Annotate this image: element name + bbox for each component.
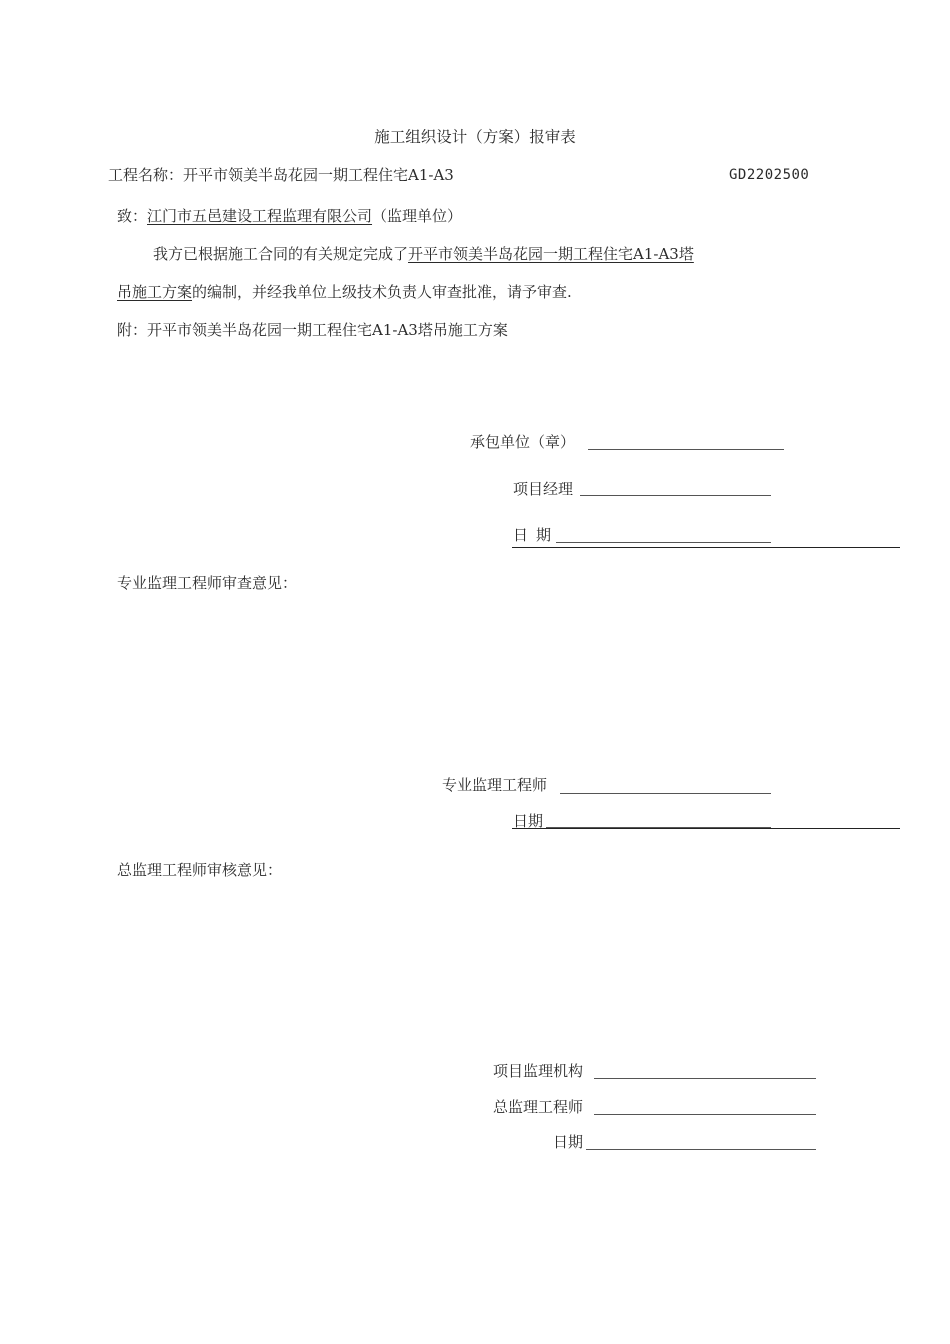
addressee-row	[117, 206, 462, 226]
statement-line-2	[117, 282, 572, 302]
contractor-date-label: 日期	[513, 526, 560, 544]
project-name-row	[108, 165, 454, 185]
contractor-date-line[interactable]	[556, 542, 771, 543]
attachment-line: 附：开平市领美半岛花园一期工程住宅A1-A3塔吊施工方案	[117, 321, 508, 339]
addressee-label: 致：	[117, 207, 148, 225]
specialist-date-label: 日期	[513, 812, 544, 830]
form-title: 施工组织设计（方案）报审表	[374, 128, 576, 146]
chief-engineer-label: 总监理工程师	[493, 1098, 584, 1116]
plan-name-part-1: 开平市领美半岛花园一期工程住宅A1-A3塔	[408, 245, 694, 263]
chief-date-label: 日期	[553, 1133, 584, 1151]
project-manager-label: 项目经理	[513, 480, 574, 498]
section-divider-2	[512, 828, 900, 829]
specialist-review-title: 专业监理工程师审查意见：	[117, 574, 298, 592]
statement-line-1	[153, 244, 694, 264]
chief-engineer-signature-line[interactable]	[594, 1114, 816, 1115]
plan-name-part-2: 吊施工方案	[117, 283, 193, 301]
contractor-signature-line[interactable]	[588, 449, 784, 450]
chief-date-line[interactable]	[586, 1149, 816, 1150]
specialist-engineer-signature-line[interactable]	[560, 793, 771, 794]
project-name-label: 工程名称：	[108, 166, 184, 184]
chief-review-title: 总监理工程师审核意见：	[117, 861, 283, 879]
supervisor-company: 江门市五邑建设工程监理有限公司	[147, 207, 373, 225]
supervision-agency-signature-line[interactable]	[594, 1078, 816, 1079]
specialist-engineer-label: 专业监理工程师	[442, 776, 548, 794]
section-divider-1	[512, 547, 900, 548]
project-name-value: 开平市领美半岛花园一期工程住宅A1-A3	[183, 166, 454, 184]
supervisor-suffix: （监理单位）	[372, 207, 463, 225]
statement-text-1: 我方已根据施工合同的有关规定完成了	[153, 245, 409, 263]
statement-text-2: 的编制，并经我单位上级技术负责人审查批准，请予审查.	[192, 283, 572, 301]
contractor-seal-label: 承包单位（章）	[470, 433, 576, 451]
supervision-agency-label: 项目监理机构	[493, 1062, 584, 1080]
document-number: GD2202500	[729, 167, 810, 183]
project-manager-signature-line[interactable]	[580, 495, 771, 496]
